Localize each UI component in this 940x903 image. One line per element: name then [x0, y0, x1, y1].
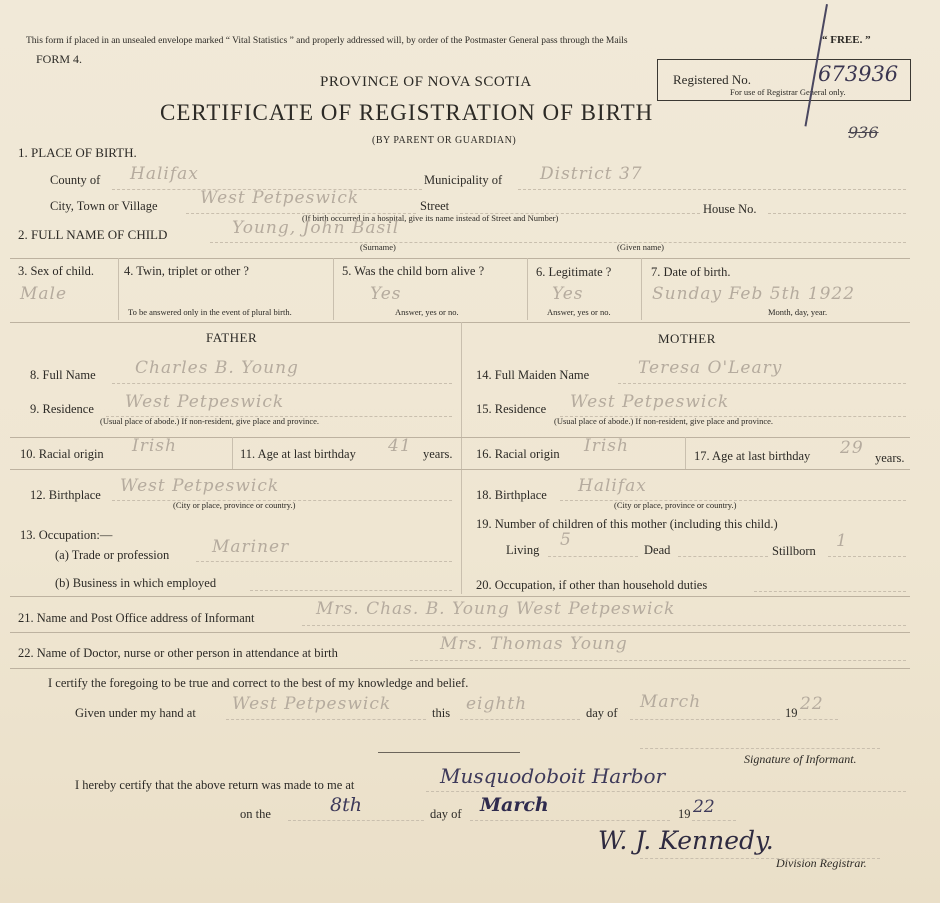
registered-no-label: Registered No.	[673, 72, 751, 87]
child-name-label: 2. FULL NAME OF CHILD	[18, 227, 168, 242]
father-heading: FATHER	[206, 330, 258, 345]
free-label: “ FREE. ”	[822, 34, 871, 46]
father-birthplace-value: West Petpeswick	[120, 476, 280, 496]
certificate-subtitle: (BY PARENT OR GUARDIAN)	[372, 135, 517, 146]
given-name-note: (Given name)	[617, 242, 664, 252]
registrar-statement: I hereby certify that the above return was made to me at	[75, 778, 355, 792]
given-day-value: eighth	[466, 694, 528, 714]
mother-age-label: 17. Age at last birthday	[694, 449, 811, 463]
given-label: Given under my hand at	[75, 706, 196, 720]
father-residence-note: (Usual place of abode.) If non-resident, give place and province.	[100, 416, 320, 426]
mother-residence-value: West Petpeswick	[570, 392, 730, 412]
surname-note: (Surname)	[360, 242, 396, 252]
informant-signature-label: Signature of Informant.	[744, 752, 857, 766]
dob-value: Sunday Feb 5th 1922	[652, 284, 856, 304]
certificate-title: CERTIFICATE OF REGISTRATION OF BIRTH	[160, 100, 654, 125]
place-heading: 1. PLACE OF BIRTH.	[18, 145, 137, 160]
mother-years-label: years.	[875, 451, 905, 465]
father-racial-value: Irish	[132, 436, 177, 456]
mother-racial-value: Irish	[584, 436, 629, 456]
alive-note: Answer, yes or no.	[395, 307, 459, 317]
trade-value: Mariner	[212, 537, 290, 557]
twin-label: 4. Twin, triplet or other ?	[124, 264, 249, 278]
child-name-value: Young, John Basil	[232, 218, 400, 238]
father-years-label: years.	[423, 447, 453, 461]
dob-note: Month, day, year.	[768, 307, 828, 317]
municipality-value: District 37	[540, 164, 643, 184]
municipality-label: Municipality of	[424, 173, 503, 187]
attendant-value: Mrs. Thomas Young	[440, 634, 628, 654]
given-month-value: March	[640, 692, 702, 712]
legitimate-label: 6. Legitimate ?	[536, 265, 612, 279]
given-day-of-label: day of	[586, 706, 618, 720]
mother-birthplace-value: Halifax	[578, 476, 647, 496]
father-name-label: 8. Full Name	[30, 368, 96, 382]
living-label: Living	[506, 543, 540, 557]
registrar-day: 8th	[330, 794, 362, 816]
this-label: this	[432, 706, 451, 720]
informant-label: 21. Name and Post Office address of Informant	[18, 611, 255, 625]
sex-label: 3. Sex of child.	[18, 264, 95, 278]
living-value: 5	[560, 530, 572, 550]
father-residence-label: 9. Residence	[30, 402, 94, 416]
legitimate-note: Answer, yes or no.	[547, 307, 611, 317]
registrar-day-of-label: day of	[430, 807, 462, 821]
alive-value: Yes	[370, 284, 402, 304]
stillborn-label: Stillborn	[772, 544, 816, 558]
registrar-place: Musquodoboit Harbor	[440, 764, 666, 788]
province-heading: PROVINCE OF NOVA SCOTIA	[320, 74, 532, 90]
form-number: FORM 4.	[36, 52, 83, 66]
twin-note: To be answered only in the event of plural birth.	[128, 307, 292, 317]
registered-number: 673936	[818, 62, 899, 86]
given-place-value: West Petpeswick	[232, 694, 392, 714]
mother-residence-note: (Usual place of abode.) If non-resident, give place and province.	[554, 416, 774, 426]
father-residence-value: West Petpeswick	[125, 392, 285, 412]
certify-statement: I certify the foregoing to be true and correct to the best of my knowledge and belief.	[48, 676, 469, 690]
mother-name-value: Teresa O'Leary	[638, 358, 783, 378]
registrar-use-note: For use of Registrar General only.	[730, 87, 846, 97]
children-count-label: 19. Number of children of this mother (including this child.)	[476, 517, 778, 531]
county-label: County of	[50, 173, 101, 187]
attendant-label: 22. Name of Doctor, nurse or other person in attendance at birth	[18, 646, 338, 660]
mother-birthplace-label: 18. Birthplace	[476, 488, 547, 502]
stillborn-value: 1	[836, 531, 848, 551]
mother-age-value: 29	[840, 438, 864, 458]
stamp-number: 936	[848, 123, 879, 142]
dead-label: Dead	[644, 543, 671, 557]
mail-notice: This form if placed in an unsealed envelope marked “ Vital Statistics ” and properly addressed will, by order of the Postmaster General pass through the Mails	[26, 36, 628, 46]
father-birthplace-label: 12. Birthplace	[30, 488, 101, 502]
trade-label: (a) Trade or profession	[55, 548, 170, 562]
registrar-year: 22	[693, 797, 715, 817]
mother-residence-label: 15. Residence	[476, 402, 547, 416]
sex-value: Male	[20, 284, 68, 304]
on-the-label: on the	[240, 807, 271, 821]
registrar-year-prefix: 19	[678, 807, 691, 821]
registrar-signature: W. J. Kennedy.	[598, 826, 774, 855]
father-racial-label: 10. Racial origin	[20, 447, 104, 461]
mother-birthplace-note: (City or place, province or country.)	[614, 500, 737, 510]
city-value: West Petpeswick	[200, 188, 360, 208]
registrar-month: March	[480, 794, 549, 816]
hospital-note: (If birth occurred in a hospital, give its name instead of Street and Number)	[302, 213, 559, 223]
alive-label: 5. Was the child born alive ?	[342, 264, 485, 278]
given-year-value: 22	[800, 694, 824, 714]
legitimate-value: Yes	[552, 284, 584, 304]
division-registrar-label: Division Registrar.	[776, 856, 867, 870]
mother-name-label: 14. Full Maiden Name	[476, 368, 590, 382]
business-label: (b) Business in which employed	[55, 576, 217, 590]
dob-label: 7. Date of birth.	[651, 265, 731, 279]
father-age-value: 41	[388, 436, 412, 456]
mother-heading: MOTHER	[658, 331, 716, 346]
father-name-value: Charles B. Young	[135, 358, 299, 378]
father-birthplace-note: (City or place, province or country.)	[173, 500, 296, 510]
father-age-label: 11. Age at last birthday	[240, 447, 356, 461]
mother-occupation-label: 20. Occupation, if other than household duties	[476, 578, 708, 592]
given-year-prefix: 19	[785, 706, 798, 720]
mother-racial-label: 16. Racial origin	[476, 447, 560, 461]
father-occupation-label: 13. Occupation:—	[20, 528, 113, 542]
street-label: Street	[420, 199, 450, 213]
county-value: Halifax	[130, 164, 199, 184]
house-no-label: House No.	[703, 202, 757, 216]
city-label: City, Town or Village	[50, 199, 158, 213]
informant-value: Mrs. Chas. B. Young West Petpeswick	[316, 599, 676, 619]
